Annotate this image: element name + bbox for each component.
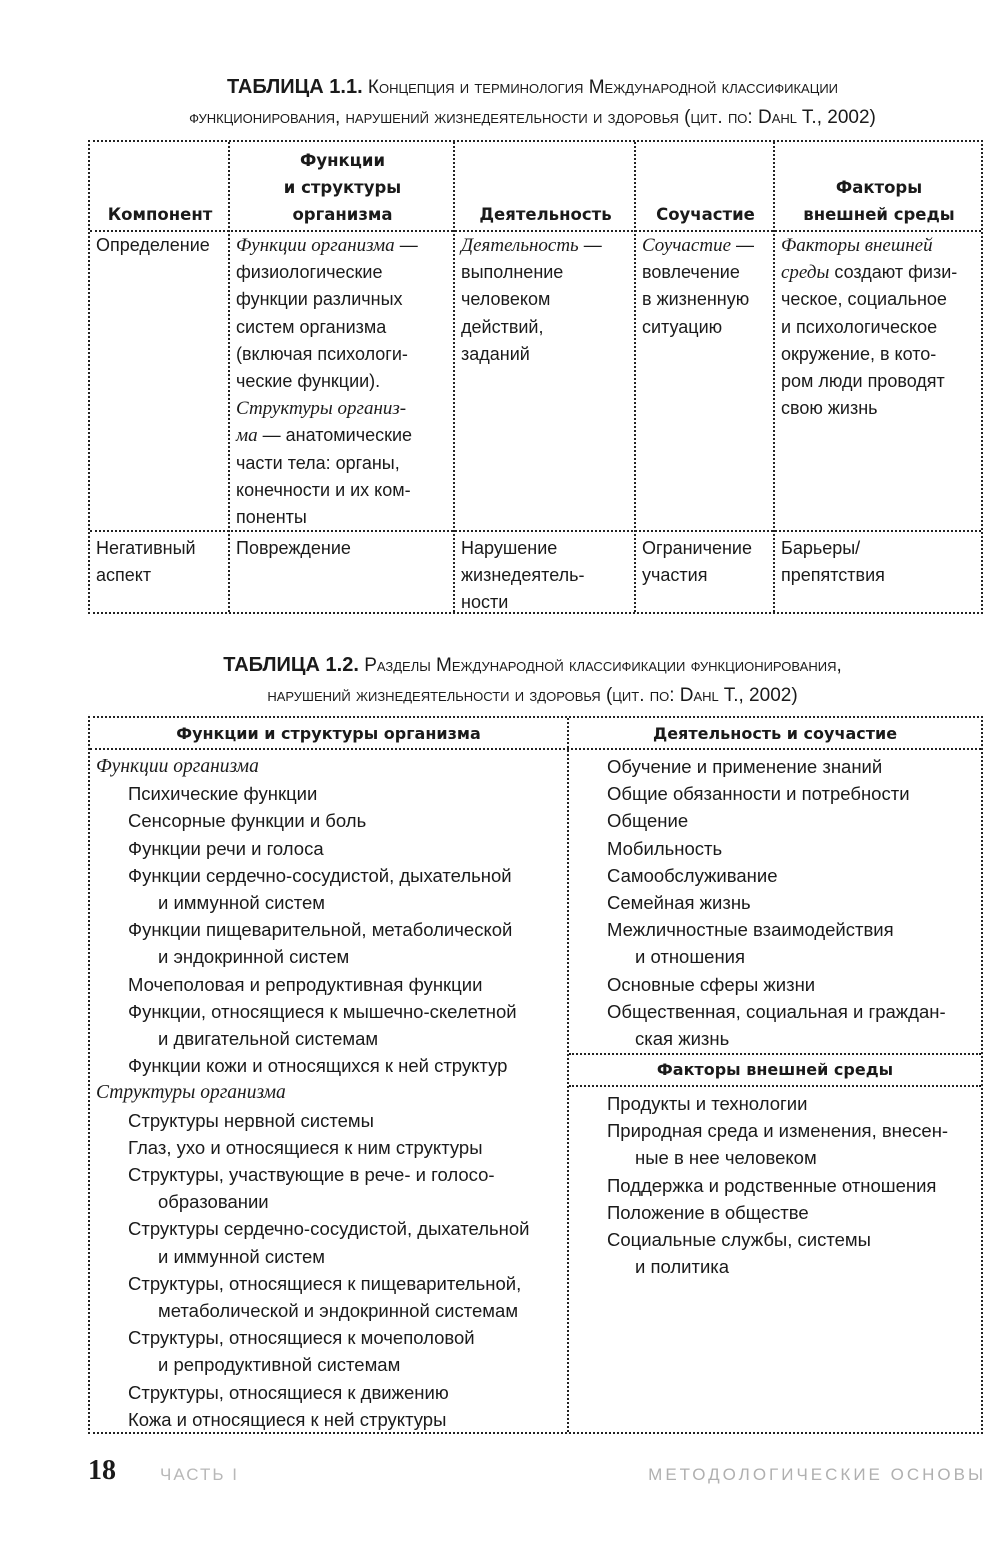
list-group-heading: Структуры организма [96,1082,286,1104]
cell-negative-activity [455,535,636,617]
cell-line: части тела: органы, [236,452,400,473]
cell-negative-component [90,535,230,589]
cell-line: заданий [461,343,530,364]
list-item: метаболической и эндокринной системам [158,1300,519,1322]
list-item: Положение в обществе [607,1201,809,1223]
list-item: и эндокринной систем [158,946,350,968]
cell-line: систем организма [236,316,387,337]
cell-line: среды создают физи- [781,262,958,284]
cell-line: функции различных [236,289,403,310]
list-item: Функции, относящиеся к мышечно-скелетной [128,1000,517,1022]
list-item: Общественная, социальная и граждан- [607,1000,946,1022]
list-item: Функции кожи и относящихся к ней структур [128,1055,508,1077]
cell-line: ситуацию [642,316,723,337]
cell-line: физиологические [236,262,383,283]
header-environmental-factors: Факторы внешней среды [656,1060,894,1079]
header-line: Компонент [107,205,213,224]
list-item: Продукты и технологии [607,1093,808,1114]
header-body-functions-structures: Функции и структуры организма [176,724,481,743]
cell-definition-body-functions [230,232,455,531]
list-item: и отношения [635,946,746,968]
cell-line: выполнение [461,262,564,283]
cell-line: ческое, социальное [781,289,947,310]
table-2-title-1: Разделы Международной классификации функционирования, [364,655,842,676]
list-item: Мочеполовая и репродуктивная функции [128,973,483,995]
list-item: Глаз, ухо и относящиеся к ним структуры [128,1136,483,1158]
cell-line: Соучастие — [642,235,755,256]
list-item: Общие обязанности и потребности [607,783,910,805]
list-item: и репродуктивной системам [158,1354,401,1376]
header-activity-participation: Деятельность и соучастие [652,724,898,743]
italic-term: ма [236,425,258,447]
cell-negative-environment [775,535,983,589]
cell-line: свою жизнь [781,398,878,419]
cell-line: действий, [461,316,544,337]
table-2 [88,716,983,1434]
list-item: Структуры сердечно-сосудистой, дыхательной [128,1218,530,1240]
list-item: Мобильность [607,837,723,859]
table-1-caption-line-1 [80,72,985,103]
page-number: 18 [88,1455,116,1486]
table-1-caption [80,72,985,133]
cell-line: конечности и их ком- [236,479,411,500]
running-header-section: МЕТОДОЛОГИЧЕСКИЕ ОСНОВЫ [648,1465,986,1484]
cell-line: Негативный [96,538,196,558]
cell-line: поненты [236,507,307,528]
list-item: Кожа и относящиеся к ней структуры [128,1408,447,1430]
header-environment [775,142,983,230]
list-item: Самообслуживание [607,864,778,886]
cell-line: жизнедеятель- [461,565,585,586]
list-item: Природная среда и изменения, внесен- [607,1120,949,1142]
list-item: образовании [158,1191,269,1213]
cell-line: Определение [96,235,210,255]
cell-line: Нарушение [461,538,558,558]
cell-line: ма — анатомические [236,425,413,447]
cell-definition-environment [775,232,983,422]
header-line: и структуры [283,178,402,197]
cell-line: Барьеры/ [781,538,861,558]
header-line: Деятельность [479,205,612,224]
list-item: Структуры, относящиеся к пищеварительной, [128,1272,522,1294]
table-2-caption-line-1 [80,650,985,681]
page-footer [88,1455,986,1495]
list-item: Поддержка и родственные отношения [607,1174,937,1196]
list-item: и иммунной систем [158,892,326,914]
list-item: Функции сердечно-сосудистой, дыхательной [128,864,512,886]
italic-term: Соучастие [642,235,732,256]
header-line: Соучастие [656,205,755,224]
list-item: и иммунной систем [158,1245,326,1267]
cell-negative-body-functions [230,535,455,562]
italic-term: среды [781,262,830,284]
table-1-title-1: Концепция и терминология Международной классификации [367,77,839,98]
cell-line: вовлечение [642,262,740,283]
list-item: Основные сферы жизни [607,973,816,995]
cell-line: (включая психологи- [236,343,408,364]
header-line: Факторы [835,178,923,197]
list-item: Структуры, относящиеся к мочеполовой [128,1327,475,1349]
cell-line: человеком [461,289,551,310]
list-item: Межличностные взаимодействия [607,919,894,941]
cell-line: ческие функции). [236,371,381,392]
cell-line: Ограничение [642,538,752,558]
table-2-label: ТАБЛИЦА 1.2. [223,654,359,676]
table-2-caption-line-2: нарушений жизнедеятельности и здоровья (цит. по: Dahl T., 2002) [267,685,798,706]
list-item: Структуры нервной системы [128,1109,374,1131]
list-item: Структуры, относящиеся к движению [128,1381,449,1403]
italic-term: Структуры организ- [236,398,407,420]
cell-line: Функции организма — [236,235,418,256]
italic-term: Факторы внешней [781,235,933,256]
table-1-label: ТАБЛИЦА 1.1. [226,76,363,98]
list-item: Семейная жизнь [607,892,751,914]
running-header-part: ЧАСТЬ I [160,1465,239,1484]
cell-line: участия [642,565,708,586]
activity-participation-list [569,753,981,1052]
cell-line: ром люди проводят [781,371,945,392]
header-participation [636,142,775,230]
list-group-heading: Функции организма [96,756,259,777]
list-item: и политика [635,1256,730,1278]
cell-line: Деятельность — [461,235,602,256]
italic-term: Деятельность [461,235,579,256]
cell-negative-participation [636,535,775,589]
cell-definition-participation [636,232,775,341]
header-line: Функции [299,151,386,170]
table-1-caption-line-2: функционирования, нарушений жизнедеятельности и здоровья (цит. по: Dahl T., 2002) [189,107,876,128]
cell-line: препятствия [781,565,885,586]
list-item: Обучение и применение знаний [607,756,883,777]
list-item: Психические функции [128,783,318,805]
table-1 [88,140,983,614]
cell-line: ности [461,592,509,613]
list-item: и двигательной системам [158,1028,379,1050]
cell-line: аспект [96,565,152,586]
header-line: организма [292,205,393,224]
list-item: Социальные службы, системы [607,1229,871,1251]
body-functions-list [90,753,567,1433]
cell-line: и психологическое [781,316,938,337]
cell-line [236,395,449,422]
environmental-factors-list [569,1090,981,1280]
header-activity [455,142,636,230]
cell-line: окружение, в кото- [781,343,937,364]
list-item: ская жизнь [635,1028,730,1050]
header-line: внешней среды [803,205,955,224]
cell-line [781,232,977,259]
table-2-caption [80,650,985,711]
list-item: Функции речи и голоса [128,837,324,859]
cell-definition-activity [455,232,636,368]
row-divider [90,530,981,532]
italic-term: Функции организма [236,235,395,256]
list-item: ные в нее человеком [635,1147,817,1169]
list-item: Структуры, участвующие в рече- и голосо- [128,1164,495,1186]
list-item: Сенсорные функции и боль [128,810,367,832]
list-item: Функции пищеварительной, метаболической [128,919,513,941]
header-body-functions [230,142,455,230]
cell-line: в жизненную [642,289,750,310]
cell-line: Повреждение [236,538,351,558]
cell-definition-component [90,232,230,259]
list-item: Общение [607,810,689,832]
header-component [90,142,230,230]
